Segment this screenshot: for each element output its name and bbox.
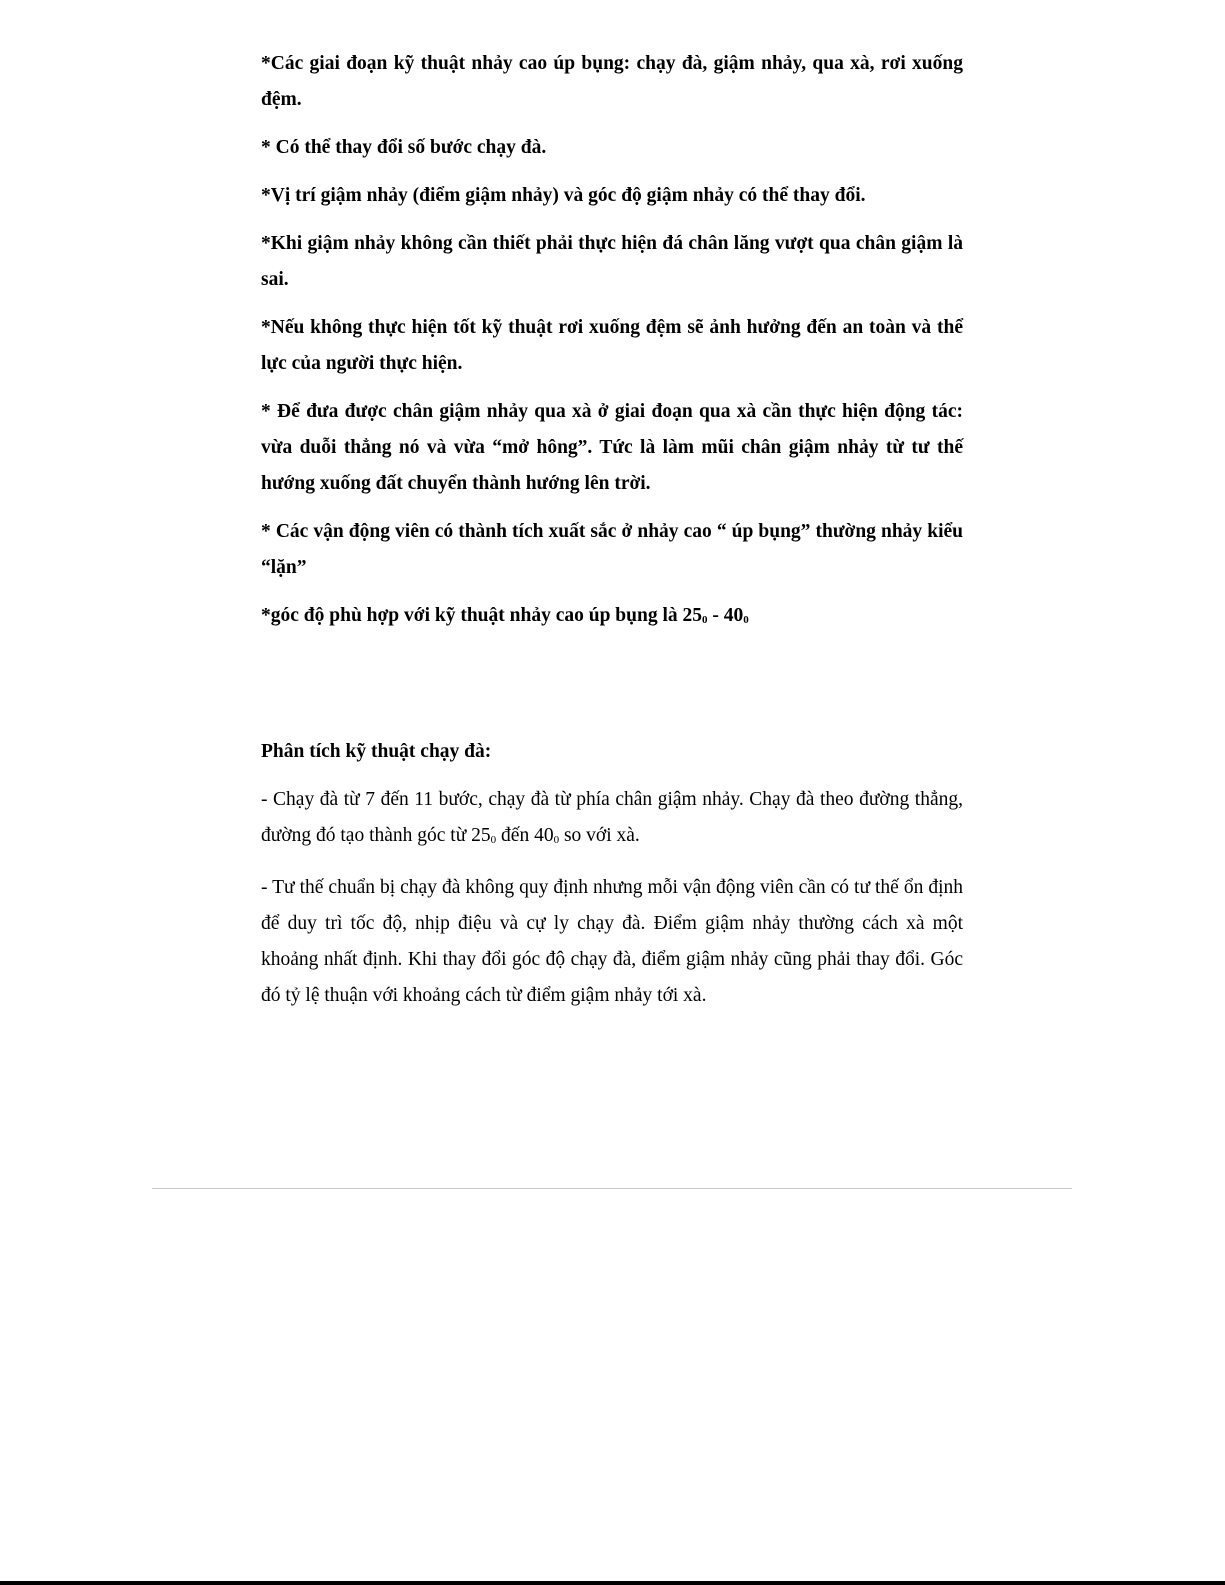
angle-sub-2: 0: [743, 614, 749, 626]
bullet-angle: [261, 598, 963, 638]
bullet-bar-clearance: * Để đưa được chân giậm nhảy qua xà ở giai đoạn qua xà cần thực hiện động tác: vừa duỗi thẳng nó và vừa “mở hông”. Tức là làm mũi chân giậm nhảy từ tư thế hướng xuống đất chuyển thành hướng lên trời.: [261, 401, 963, 494]
bullet-takeoff-position: *Vị trí giậm nhảy (điểm giậm nhảy) và góc độ giậm nhảy có thể thay đổi.: [261, 185, 866, 206]
angle-text-2: - 40: [707, 605, 744, 626]
run-up-text-1: - Chạy đà từ 7 đến 11 bước, chạy đà từ phía chân giậm nhảy. Chạy đà theo đường thẳng, đường đó tạo thành góc từ 25: [261, 789, 963, 846]
bullet-swing-leg: *Khi giậm nhảy không cần thiết phải thực hiện đá chân lăng vượt qua chân giậm là sai.: [261, 233, 963, 290]
run-up-paragraph-1: [261, 782, 963, 858]
page-divider: [152, 1188, 1072, 1189]
bullet-steps: * Có thể thay đổi số bước chạy đà.: [261, 137, 547, 158]
bottom-border: [0, 1581, 1225, 1585]
angle-text-1: *góc độ phù hợp với kỹ thuật nhảy cao úp bụng là 25: [261, 605, 702, 626]
run-up-sub-2: 0: [553, 834, 560, 846]
bullet-stages: *Các giai đoạn kỹ thuật nhảy cao úp bụng: chạy đà, giậm nhảy, qua xà, rơi xuống đệm.: [261, 53, 963, 110]
run-up-text-2: đến 40: [496, 825, 554, 846]
run-up-text-3: so với xà.: [559, 825, 640, 846]
run-up-sub-1: 0: [490, 834, 497, 846]
page-content: [261, 46, 963, 1026]
run-up-paragraph-2: - Tư thế chuẩn bị chạy đà không quy định nhưng mỗi vận động viên cần có tư thế ổn định để duy trì tốc độ, nhịp điệu và cự ly chạy đà. Điểm giậm nhảy thường cách xà một khoảng nhất định. Khi thay đổi góc độ chạy đà, điểm giậm nhảy cũng phải thay đổi. Góc đó tỷ lệ thuận với khoảng cách từ điểm giậm nhảy tới xà.: [261, 877, 963, 1006]
bullet-landing: *Nếu không thực hiện tốt kỹ thuật rơi xuống đệm sẽ ảnh hưởng đến an toàn và thể lực của người thực hiện.: [261, 317, 963, 374]
angle-sub-1: 0: [702, 614, 708, 626]
bullet-athletes: * Các vận động viên có thành tích xuất sắc ở nhảy cao “ úp bụng” thường nhảy kiểu “lặn”: [261, 521, 963, 578]
section-heading: Phân tích kỹ thuật chạy đà:: [261, 741, 492, 762]
section-gap: [261, 650, 963, 734]
